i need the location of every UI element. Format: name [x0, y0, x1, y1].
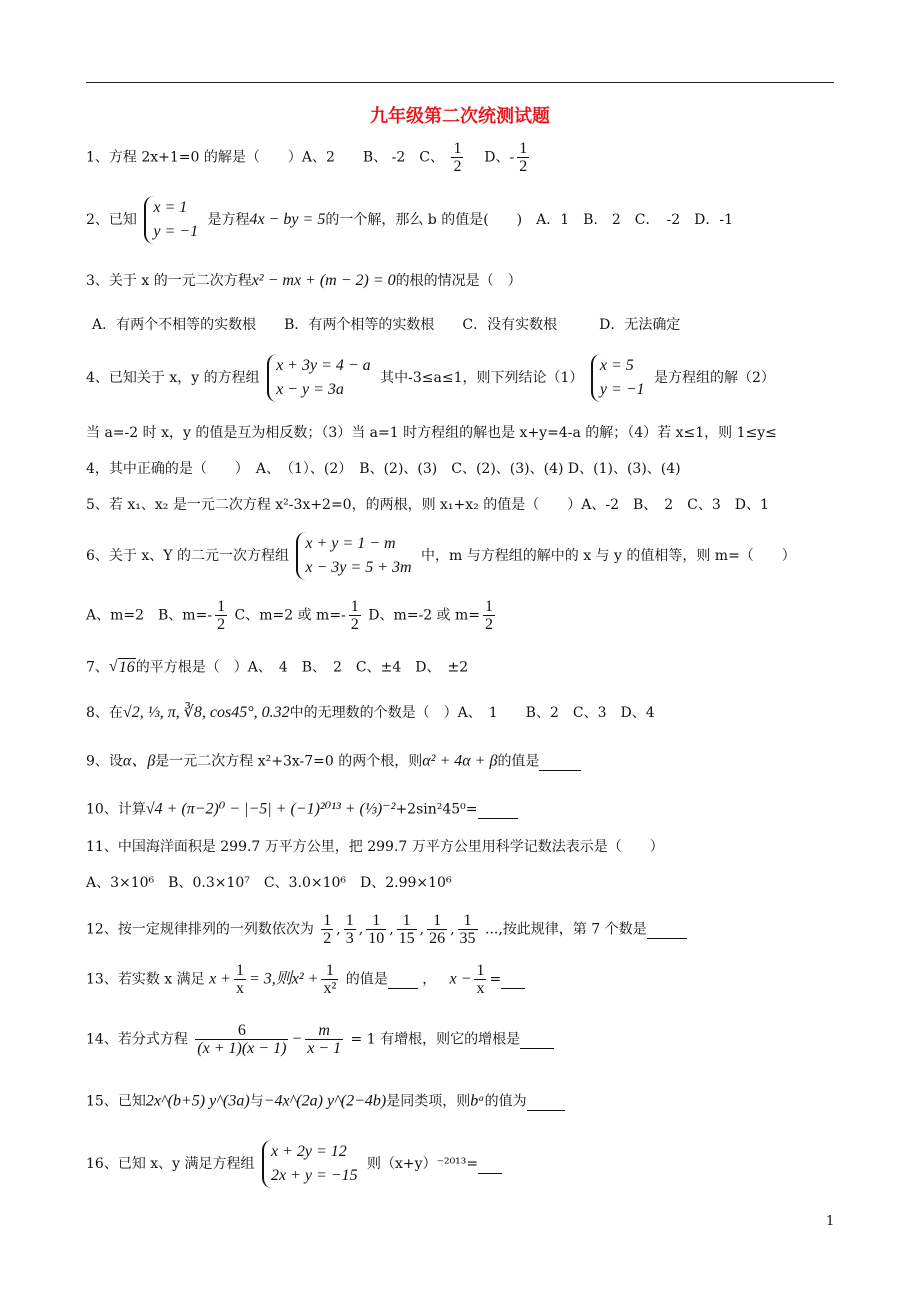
answer-blank: [501, 970, 525, 989]
question-13: 13、若实数 x 满足 x + $\frac{1}{x}$ = 3,则x² + $\frac{1}{\text{x²}}$ 的值是 ， x − $\frac{1}{x}$ =: [86, 962, 525, 997]
question-4-line-3: 4，其中正确的是（ ） A、 （1）、(2） B、(2)、(3) C、(2)、(3)、(4) D、(1)、(3)、(4): [86, 461, 681, 477]
question-3: 3、关于 x 的一元二次方程x² − mx + (m − 2) = 0的根的情况是（ ）: [86, 272, 522, 289]
question-9: 9、设α、β是一元二次方程 x²+3x-7=0 的两个根，则α² + 4α + β的值是: [86, 752, 581, 771]
question-11-options: A、3×10⁶ B、0.3×10⁷ C、3.0×10⁶ D、2.99×10⁶: [86, 875, 452, 891]
page-title: 九年级第二次统测试题: [370, 106, 550, 127]
question-10: 10、计算√4 + (π−2)⁰ − |−5| + (−1)²⁰¹³ + (⅓)⁻²+2sin²45⁰=: [86, 800, 518, 819]
equation-system: x = 5 y = −1: [591, 354, 647, 402]
question-16: 16、已知 x、y 满足方程组 x + 2y = 12 2x + y = −15 则（x+y）⁻²⁰¹³=: [86, 1140, 502, 1188]
question-8: 8、在√2, ⅓, π, ∛8, cos45°, 0.3̇2̇中的无理数的个数是（ ）A、 1 B、2 C、3 D、4: [86, 704, 655, 721]
equation-system: x + 3y = 4 − a x − y = 3a: [267, 354, 373, 402]
question-3-options: A．有两个不相等的实数根 B．有两个相等的实数根 C．没有实数根 D．无法确定: [92, 317, 681, 333]
question-14: 14、若分式方程 $\frac{6}{(x + 1)(x - 1)}$ − $\frac{m}{x - 1}$ = 1 有增根，则它的增根是: [86, 1022, 554, 1057]
question-4: 4、已知关于 x，y 的方程组 x + 3y = 4 − a x − y = 3a 其中-3≤a≤1，则下列结论（1） x = 5 y = −1 是方程组的解（2）: [86, 354, 775, 402]
question-6-options: A、m=2 B、m=- $\frac{1}{2}$ C、m=2 或 m=- $\frac{1}{2}$ D、m=-2 或 m= $\frac{1}{2}$: [86, 598, 494, 633]
question-7: 7、√16的平方根是（ ）A、 4 B、 2 C、±4 D、 ±2: [86, 658, 469, 676]
answer-blank: [520, 1030, 554, 1049]
question-11: 11、中国海洋面积是 299.7 万平方公里，把 299.7 万平方公里用科学记数法表示是（ ）: [86, 839, 664, 855]
answer-blank: [647, 920, 687, 939]
answer-blank: [478, 1155, 502, 1174]
header-rule: [86, 82, 834, 83]
fraction-half: $\frac{1}{2}$: [453, 140, 462, 175]
equation-system: x + y = 1 − m x − 3y = 5 + 3m: [296, 532, 413, 580]
question-2: 2、已知 x = 1 y = −1 是方程4x − by = 5的一个解，那么 b 的值是( ) A．1 B. 2 C． -2 D．-1: [86, 196, 733, 244]
answer-blank: [527, 1092, 565, 1111]
answer-blank: [478, 800, 518, 819]
answer-blank: [539, 752, 581, 771]
answer-blank: [388, 970, 418, 989]
question-6: 6、关于 x、Y 的二元一次方程组 x + y = 1 − m x − 3y = 5 + 3m 中，m 与方程组的解中的 x 与 y 的值相等，则 m=（ ）: [86, 532, 796, 580]
question-1: 1、方程 2x+1=0 的解是（ ）A、2 B、 -2 C、 $\frac{1}{2}$ D、- $\frac{1}{2}$: [86, 140, 528, 175]
sqrt-16: √16: [108, 658, 135, 676]
fraction-half: $\frac{1}{2}$: [519, 140, 528, 175]
question-4-line-2: 当 a=-2 时 x，y 的值是互为相反数；（3）当 a=1 时方程组的解也是 x+y=4-a 的解；（4）若 x≤1，则 1≤y≤: [86, 425, 777, 441]
question-12: 12、按一定规律排列的一列数依次为 $\frac{1}{2}$ , $\frac{1}{3}$ , $\frac{1}{10}$ , $\frac{1}{15}$ , $\frac{1}{26}$ , $\frac{1}{35}$ ...,按此规律，第 7 个数是: [86, 912, 687, 947]
question-5: 5、若 x₁、x₂ 是一元二次方程 x²-3x+2=0，的两根，则 x₁+x₂ 的值是（ ）A、-2 B、 2 C、3 D、1: [86, 497, 769, 513]
equation-system: x = 1 y = −1: [144, 196, 200, 244]
question-15: 15、已知2x^(b+5) y^(3a)与−4x^(2a) y^(2−4b)是同类项，则bᵃ的值为: [86, 1092, 565, 1111]
equation-system: x + 2y = 12 2x + y = −15: [262, 1140, 360, 1188]
page-number: 1: [826, 1214, 835, 1229]
